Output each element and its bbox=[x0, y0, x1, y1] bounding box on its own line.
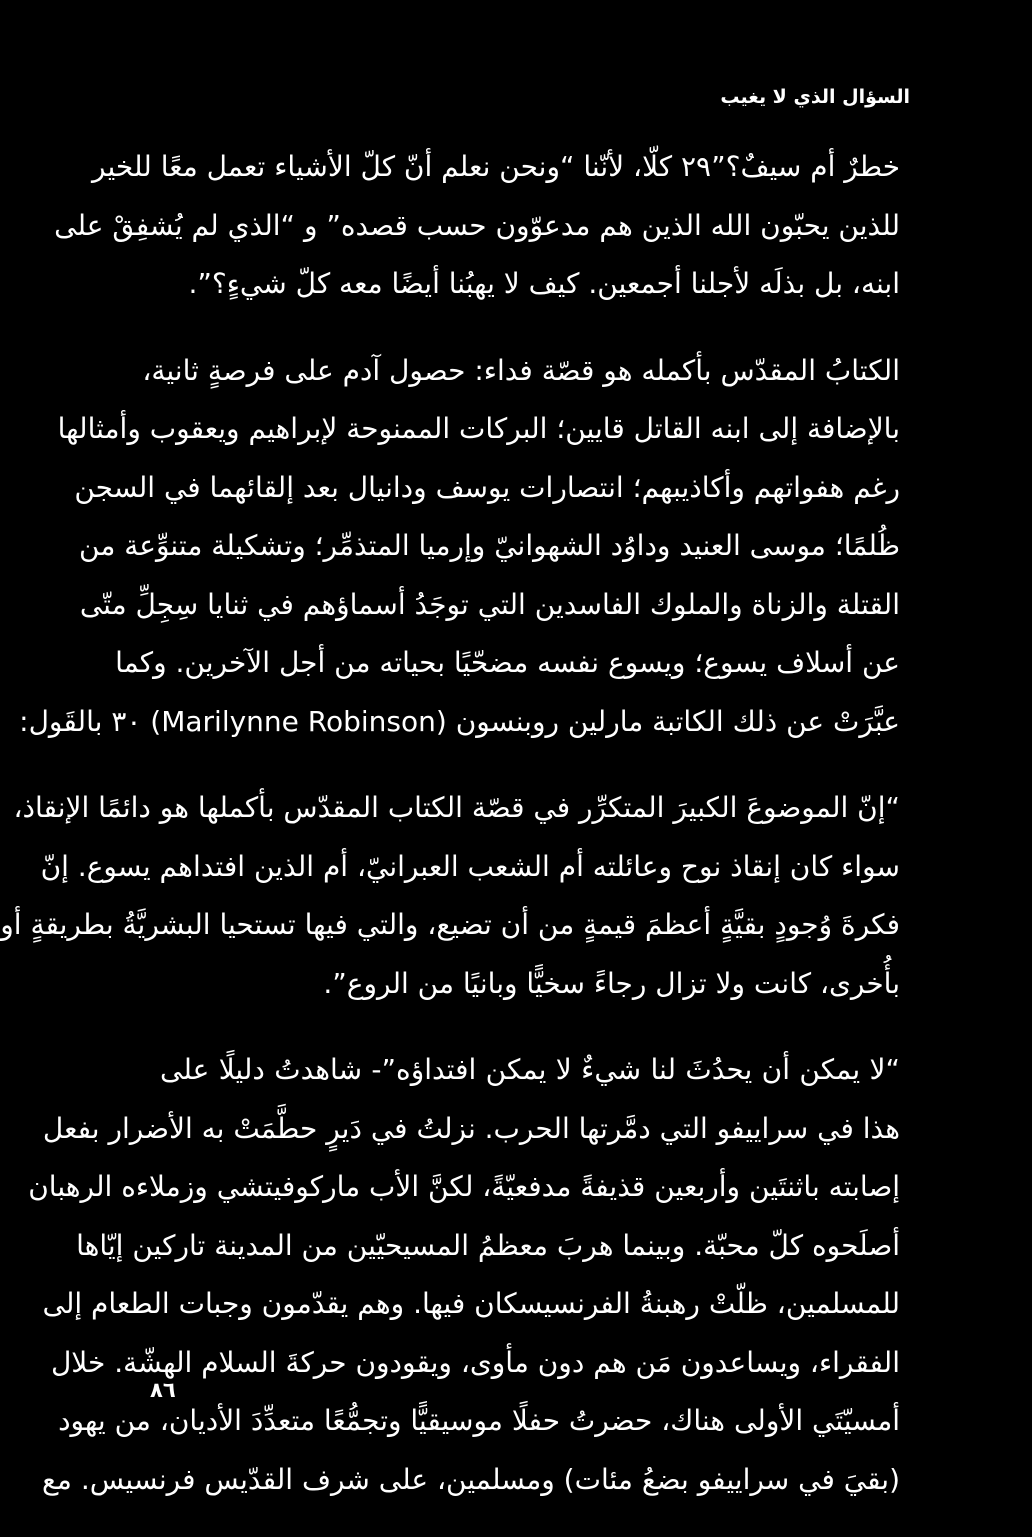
text-line: هذا في سراييفو التي دمَّرتها الحرب. نزلتُ في دَيرٍ حطَّمَتْ به الأضرار بفعل bbox=[42, 1111, 900, 1145]
paragraph-1 bbox=[54, 138, 900, 314]
text-line: عن أسلاف يسوع؛ ويسوع نفسه مضحّيًا بحياته من أجل الآخرين. وكما bbox=[115, 646, 900, 679]
running-header: السؤال الذي لا يغيب bbox=[720, 86, 910, 108]
text-line: عبَّرَتْ عن ذلك الكاتبة مارلين روبنسون (Marilynne Robinson) ٣٠ بالقَول: bbox=[19, 704, 900, 738]
text-line: خطرٌ أم سيفٌ؟”٢٩ كلّا، لأنّنا “ونحن نعلم أنّ كلّ الأشياء تعمل معًا للخير bbox=[92, 150, 900, 183]
text-line: للمسلمين، ظلّتْ رهبنةُ الفرنسيسكان فيها. وهم يقدّمون وجبات الطعام إلى bbox=[42, 1287, 900, 1320]
text-line: (بقيَ في سراييفو بضعُ مئات) ومسلمين، على شرف القدّيس فرنسيس. مع bbox=[42, 1462, 900, 1496]
text-line: ابنه، بل بذلَه لأجلنا أجمعين. كيف لا يهبُنا أيضًا معه كلّ شيءٍ؟”. bbox=[188, 267, 900, 300]
text-line: بالإضافة إلى ابنه القاتل قايين؛ البركات الممنوحة لإبراهيم ويعقوب وأمثالها bbox=[57, 412, 900, 445]
text-line: ظُلمًا؛ موسى العنيد وداوُد الشهوانيّ وإرميا المتذمِّر؛ وتشكيلة متنوِّعة من bbox=[79, 529, 900, 562]
text-line: سواء كان إنقاذ نوح وعائلته أم الشعب العبرانيّ، أم الذين افتداهم يسوع. إنّ bbox=[40, 849, 900, 883]
paragraph-4 bbox=[28, 1041, 900, 1509]
paragraph-2 bbox=[19, 342, 900, 752]
text-line: “إنّ الموضوعَ الكبيرَ المتكرِّر في قصّة الكتاب المقدّس بأكملها هو دائمًا الإنقاذ، bbox=[13, 791, 900, 824]
text-line: للذين يحبّون الله الذين هم مدعوّون حسب قصده” و “الذي لم يُشفِقْ على bbox=[54, 208, 900, 242]
text-line: فكرةَ وُجودٍ بقيَّةٍ أعظمَ قيمةٍ من أن تضيع، والتي فيها تستحيا البشريَّةُ بطريقةٍ أو bbox=[0, 908, 900, 941]
text-line: أمسيّتَي الأولى هناك، حضرتُ حفلًا موسيقيًّا وتجمُّعًا متعدِّدَ الأديان، من يهود bbox=[58, 1404, 900, 1437]
text-line: إصابته باثنتَين وأربعين قذيفةً مدفعيّةً، لكنَّ الأب ماركوفيتشي وزملاءه الرهبان bbox=[28, 1170, 900, 1203]
text-body bbox=[0, 138, 900, 1537]
text-line: الكتابُ المقدّس بأكمله هو قصّة فداء: حصول آدم على فرصةٍ ثانية، bbox=[142, 353, 900, 387]
page-number: ٨٦ bbox=[150, 1378, 176, 1402]
text-line: بأُخرى، كانت ولا تزال رجاءً سخيًّا وبانيًا من الروع”. bbox=[323, 966, 900, 1000]
text-line: أصلَحوه كلّ محبّة. وبينما هربَ معظمُ المسيحيّين من المدينة تاركين إيّاها bbox=[76, 1228, 900, 1262]
paragraph-3-quote bbox=[0, 779, 900, 1013]
text-line: رغم هفواتهم وأكاذيبهم؛ انتصارات يوسف ودانيال بعد إلقائهما في السجن bbox=[74, 470, 900, 504]
text-line: القتلة والزناة والملوك الفاسدين التي توجَدُ أسماؤهم في ثنايا سِجِلِّ متّى bbox=[79, 587, 900, 621]
text-line: “لا يمكن أن يحدُثَ لنا شيءٌ لا يمكن افتداؤه”- شاهدتُ دليلًا على bbox=[160, 1053, 900, 1086]
text-line: الفقراء، ويساعدون مَن هم دون مأوى، ويقودون حركةَ السلام الهشّة. خلال bbox=[50, 1345, 900, 1379]
